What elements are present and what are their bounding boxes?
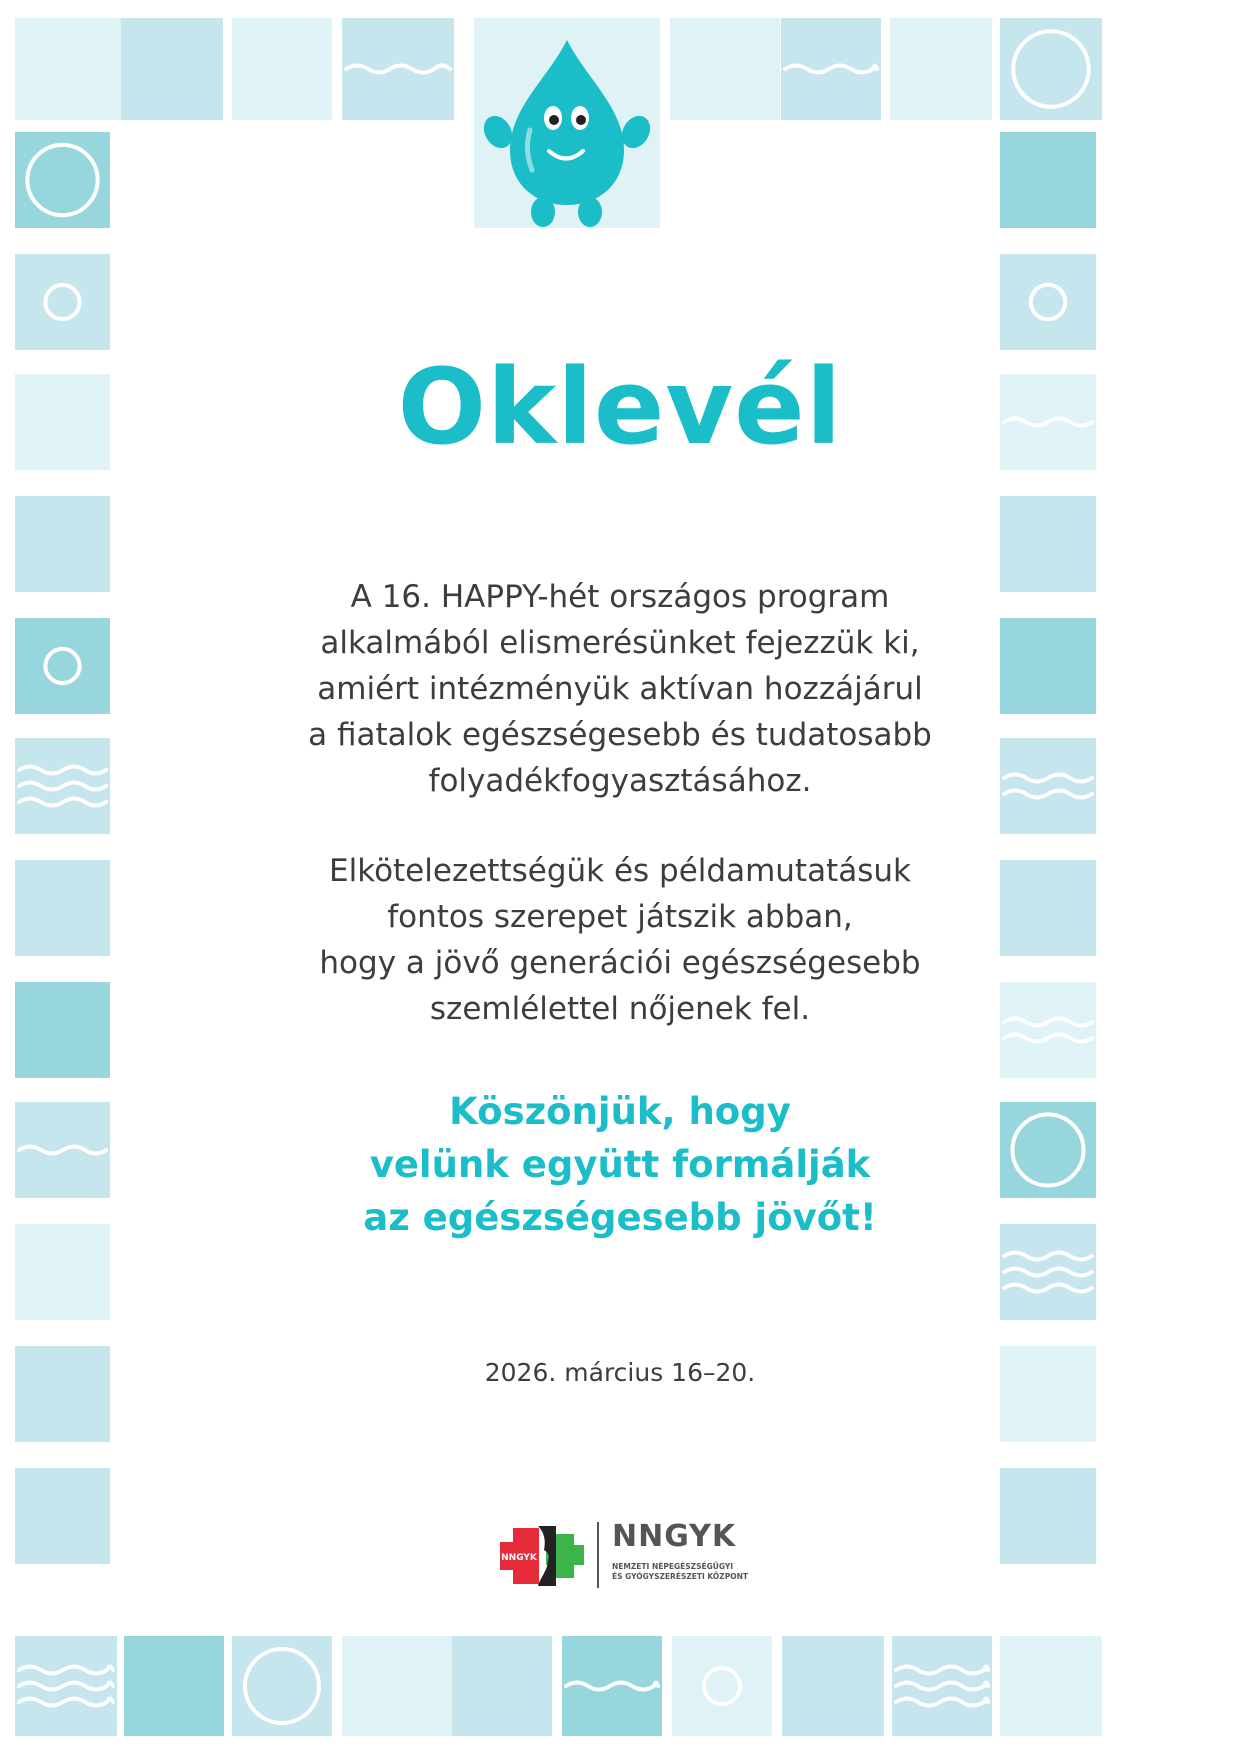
border-tile xyxy=(1000,18,1102,120)
commitment-paragraph xyxy=(200,848,1040,1032)
logo-divider xyxy=(597,1522,599,1588)
border-tile xyxy=(121,18,223,120)
text-line: A 16. HAPPY-hét országos program xyxy=(350,579,890,615)
logo-subtitle-line1: NEMZETI NÉPEGÉSZSÉGÜGYI xyxy=(612,1562,734,1571)
border-tile xyxy=(15,254,110,350)
nngyk-logo-mark xyxy=(500,1520,584,1592)
recognition-paragraph xyxy=(200,574,1040,804)
logo-mark-text: NNGYK xyxy=(501,1553,537,1563)
border-tile xyxy=(1000,254,1096,350)
border-tile xyxy=(15,860,110,956)
text-line: fontos szerepet játszik abban, xyxy=(387,899,853,935)
border-tile xyxy=(15,1468,110,1564)
text-line: Elkötelezettségük és példamutatásuk xyxy=(329,853,911,889)
thanks-line: Köszönjük, hogy xyxy=(449,1090,791,1133)
border-tile xyxy=(452,1636,552,1736)
border-tile xyxy=(124,1636,224,1736)
border-tile xyxy=(15,496,110,592)
border-tile xyxy=(670,18,780,120)
text-line: a fiatalok egészségesebb és tudatosabb xyxy=(308,717,932,753)
thanks-line: az egészségesebb jövőt! xyxy=(363,1196,877,1239)
logo-name: NNGYK xyxy=(612,1519,737,1554)
text-line: amiért intézményük aktívan hozzájárul xyxy=(317,671,923,707)
certificate-title: Oklevél xyxy=(397,346,843,468)
text-line: szemlélettel nőjenek fel. xyxy=(429,991,811,1027)
logo-subtitle-line2: ÉS GYÓGYSZERÉSZETI KÖZPONT xyxy=(612,1572,748,1581)
border-tile xyxy=(890,18,992,120)
border-tile xyxy=(15,1224,110,1320)
border-tile xyxy=(672,1636,772,1736)
nngyk-logo xyxy=(500,1518,748,1594)
border-tile xyxy=(1000,1636,1102,1736)
text-line: hogy a jövő generációi egészségesebb xyxy=(319,945,921,981)
border-tile xyxy=(15,618,110,714)
thank-you-message xyxy=(200,1085,1040,1244)
text-line: alkalmából elismerésünket fejezzük ki, xyxy=(320,625,920,661)
border-tile xyxy=(782,1636,884,1736)
border-tile xyxy=(342,1636,454,1736)
border-tile xyxy=(15,18,123,120)
border-tile xyxy=(1000,132,1096,228)
text-line: folyadékfogyasztásához. xyxy=(428,763,812,799)
border-tile xyxy=(232,18,332,120)
border-tile xyxy=(15,982,110,1078)
thanks-line: velünk együtt formálják xyxy=(369,1143,871,1186)
border-tile xyxy=(1000,1468,1096,1564)
event-date: 2026. március 16–20. xyxy=(484,1358,756,1387)
